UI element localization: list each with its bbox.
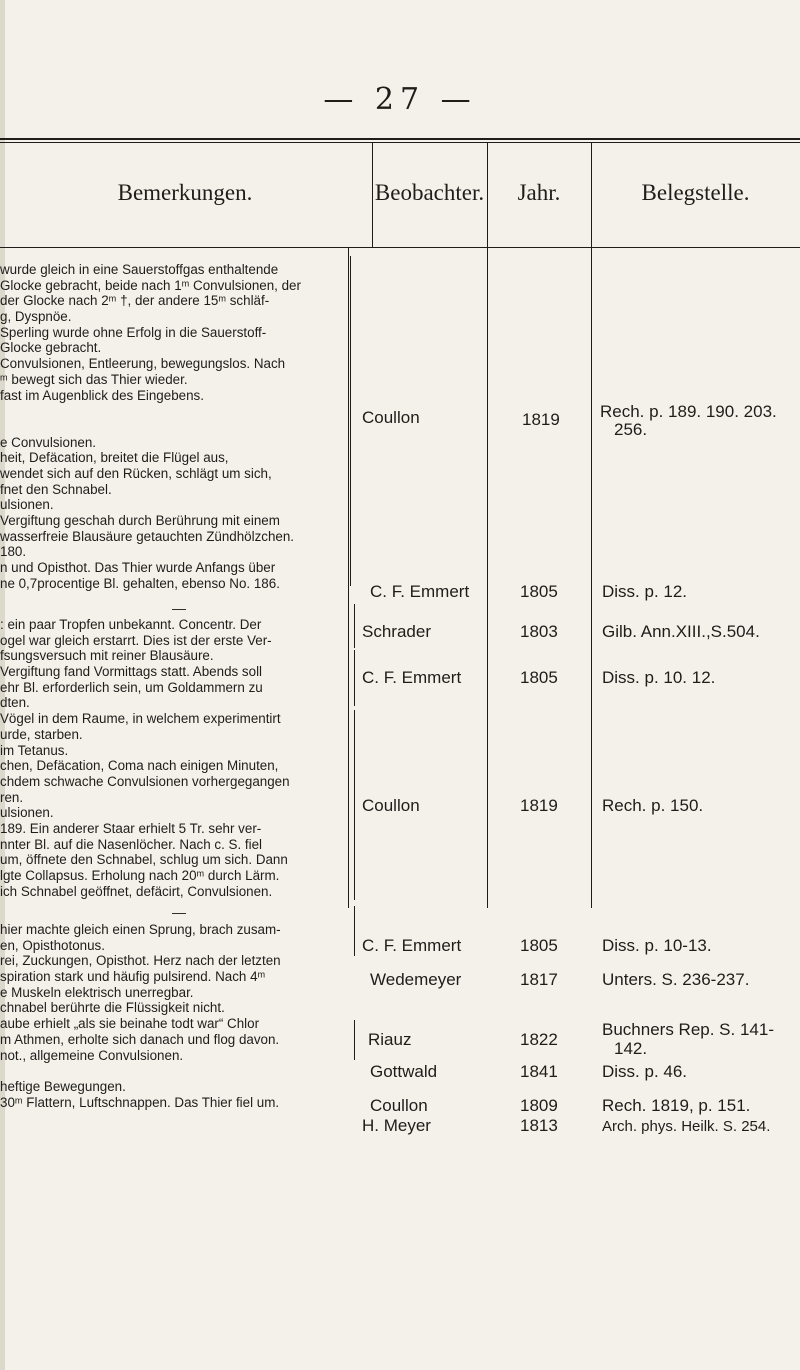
divider-year-source [591,142,592,908]
header-bottom-rule [0,247,800,248]
remark-line: ren. [0,789,24,805]
remark-line: ulsionen. [0,805,54,821]
year-cell: 1841 [520,1062,558,1081]
remark-line: : ein paar Tropfen unbekannt. Concentr. Der [0,617,262,632]
remark-line [0,419,344,435]
remark-line: ᵐ bewegt sich das Thier wieder. [0,371,188,387]
remarks-block-1 [0,262,344,591]
observer-cell: Wedemeyer [370,970,462,989]
year-cell: 1813 [520,1116,558,1135]
remark-line: e Convulsionen. [0,434,97,450]
remark-line: der Glocke nach 2ᵐ †, der andere 15ᵐ schläf- [0,293,270,309]
remark-line: aube erhielt „als sie beinahe todt war“ Chlor [0,1016,260,1032]
remark-line: Vergiftung fand Vormittags statt. Abends soll [0,664,263,680]
source-cell: Rech. p. 150. [602,796,704,815]
remark-line: e Muskeln elektrisch unerregbar. [0,984,194,1000]
remark-line: urde, starben. [0,726,83,742]
page-number: — 27 — [323,82,477,117]
source-cell: Diss. p. 10-13. [602,936,712,955]
remark-line: rei, Zuckungen, Opisthot. Herz nach der letzten [0,953,281,969]
source-cell: Diss. p. 10. 12. [602,668,716,687]
remarks-dash-1: — [172,600,186,616]
observer-cell: Coullon [362,408,420,427]
brace-coullon-1 [350,256,359,586]
top-rule [0,138,800,140]
remark-line: fnet den Schnabel. [0,481,112,497]
remark-line: Glocke gebracht, beide nach 1ᵐ Convulsionen, der [0,277,301,293]
remark-line: wurde gleich in eine Sauerstoffgas enthaltende [0,262,279,277]
remark-line: ogel war gleich erstarrt. Dies ist der erste Ver- [0,632,272,648]
remark-line: hier machte gleich einen Sprung, brach zusam- [0,922,281,937]
observer-cell: Riauz [368,1030,412,1049]
source-cell: Rech. p. 189. 190. 203. [600,402,777,421]
source-cell: Buchners Rep. S. 141- [602,1020,774,1039]
remark-line: Glocke gebracht. [0,340,102,356]
remark-line: m Athmen, erholte sich danach und flog davon. [0,1031,280,1047]
remark-line: spiration stark und häufig pulsirend. Nach 4ᵐ [0,969,266,985]
source-cell: Diss. p. 12. [602,582,688,601]
observer-cell: Gottwald [370,1062,438,1081]
brace-riauz [354,1020,363,1060]
header-remarks: Bemerkungen. [117,180,253,205]
source-cell: Gilb. Ann.XIII.,S.504. [602,622,760,641]
remarks-dash-2: — [172,904,186,920]
observer-cell: H. Meyer [362,1116,431,1135]
year-cell: 1822 [520,1030,558,1049]
divider-observer-year [487,142,488,908]
remark-line: chen, Defäcation, Coma nach einigen Minuten, [0,758,279,774]
observer-cell: Schrader [362,622,431,641]
source-cell: Arch. phys. Heilk. S. 254. [602,1118,771,1135]
source-cell: Diss. p. 46. [602,1062,688,1081]
header-source: Belegstelle. [641,180,750,205]
remark-line: chdem schwache Convulsionen vorhergegangen [0,773,290,789]
remark-line: im Tetanus. [0,742,69,758]
remark-line: 180. [0,544,27,560]
year-cell: 1819 [520,796,558,815]
remark-line: wendet sich auf den Rücken, schlägt um sich, [0,465,272,481]
year-cell: 1819 [522,410,560,429]
remark-line: fsungsversuch mit reiner Blausäure. [0,648,214,664]
year-cell: 1803 [520,622,558,641]
remark-line: fast im Augenblick des Eingebens. [0,387,204,403]
year-cell: 1817 [520,970,558,989]
remark-line: um, öffnete den Schnabel, schlug um sich. Dann [0,852,288,868]
observer-cell: C. F. Emmert [370,582,470,601]
remark-line: ich Schnabel geöffnet, defäcirt, Convulsionen. [0,883,273,899]
source-cell-cont: 256. [614,420,648,439]
remark-line: Vergiftung geschah durch Berührung mit einem [0,513,280,528]
remark-line: ne 0,7procentige Bl. gehalten, ebenso No. 186. [0,575,280,591]
observer-cell: C. F. Emmert [362,668,462,687]
remark-line: n und Opisthot. Das Thier wurde Anfangs über [0,560,276,576]
header-observer: Beobachter. [374,180,485,205]
remark-line: dten. [0,695,30,711]
remark-line: Vögel in dem Raume, in welchem experimentirt [0,711,281,727]
remark-line: en, Opisthotonus. [0,937,105,953]
remark-line: nnter Bl. auf die Nasenlöcher. Nach c. S. fiel [0,836,262,852]
divider-remarks-observer-body [348,248,349,908]
remark-line: not., allgemeine Convulsionen. [0,1047,184,1063]
remark-line: ulsionen. [0,497,54,513]
source-cell: Rech. 1819, p. 151. [602,1096,751,1115]
remark-line: Sperling wurde ohne Erfolg in die Sauerstoff- [0,324,267,340]
remarks-block-3 [0,922,344,1110]
top-rule-thin [0,142,800,143]
header-year: Jahr. [517,180,561,205]
remark-line: ehr Bl. erforderlich sein, um Goldammern zu [0,679,263,695]
year-cell: 1805 [520,936,558,955]
remark-line: 30ᵐ Flattern, Luftschnappen. Das Thier fiel um. [0,1094,280,1110]
remark-line: Convulsionen, Entleerung, bewegungslos. Nach [0,356,286,372]
remarks-block-2 [0,617,344,899]
year-cell: 1805 [520,668,558,687]
remark-line: heit, Defäcation, breitet die Flügel aus, [0,450,229,466]
observer-cell: C. F. Emmert [362,936,462,955]
remark-line [0,1063,344,1079]
observer-cell: Coullon [362,796,420,815]
remark-line: wasserfreie Blausäure getauchten Zündhölzchen. [0,528,295,544]
remark-line: lgte Collapsus. Erholung nach 20ᵐ durch Lärm. [0,868,280,883]
remark-line: g, Dyspnöe. [0,309,72,325]
remark-line: chnabel berührte die Flüssigkeit nicht. [0,1000,225,1016]
remark-line: 189. Ein anderer Staar erhielt 5 Tr. sehr ver- [0,820,262,836]
year-cell: 1805 [520,582,558,601]
source-cell: Unters. S. 236-237. [602,970,750,989]
source-cell-cont: 142. [614,1039,648,1058]
observer-cell: Coullon [370,1096,428,1115]
remark-line: heftige Bewegungen. [0,1078,126,1094]
year-cell: 1809 [520,1096,558,1115]
remark-line [0,403,344,419]
